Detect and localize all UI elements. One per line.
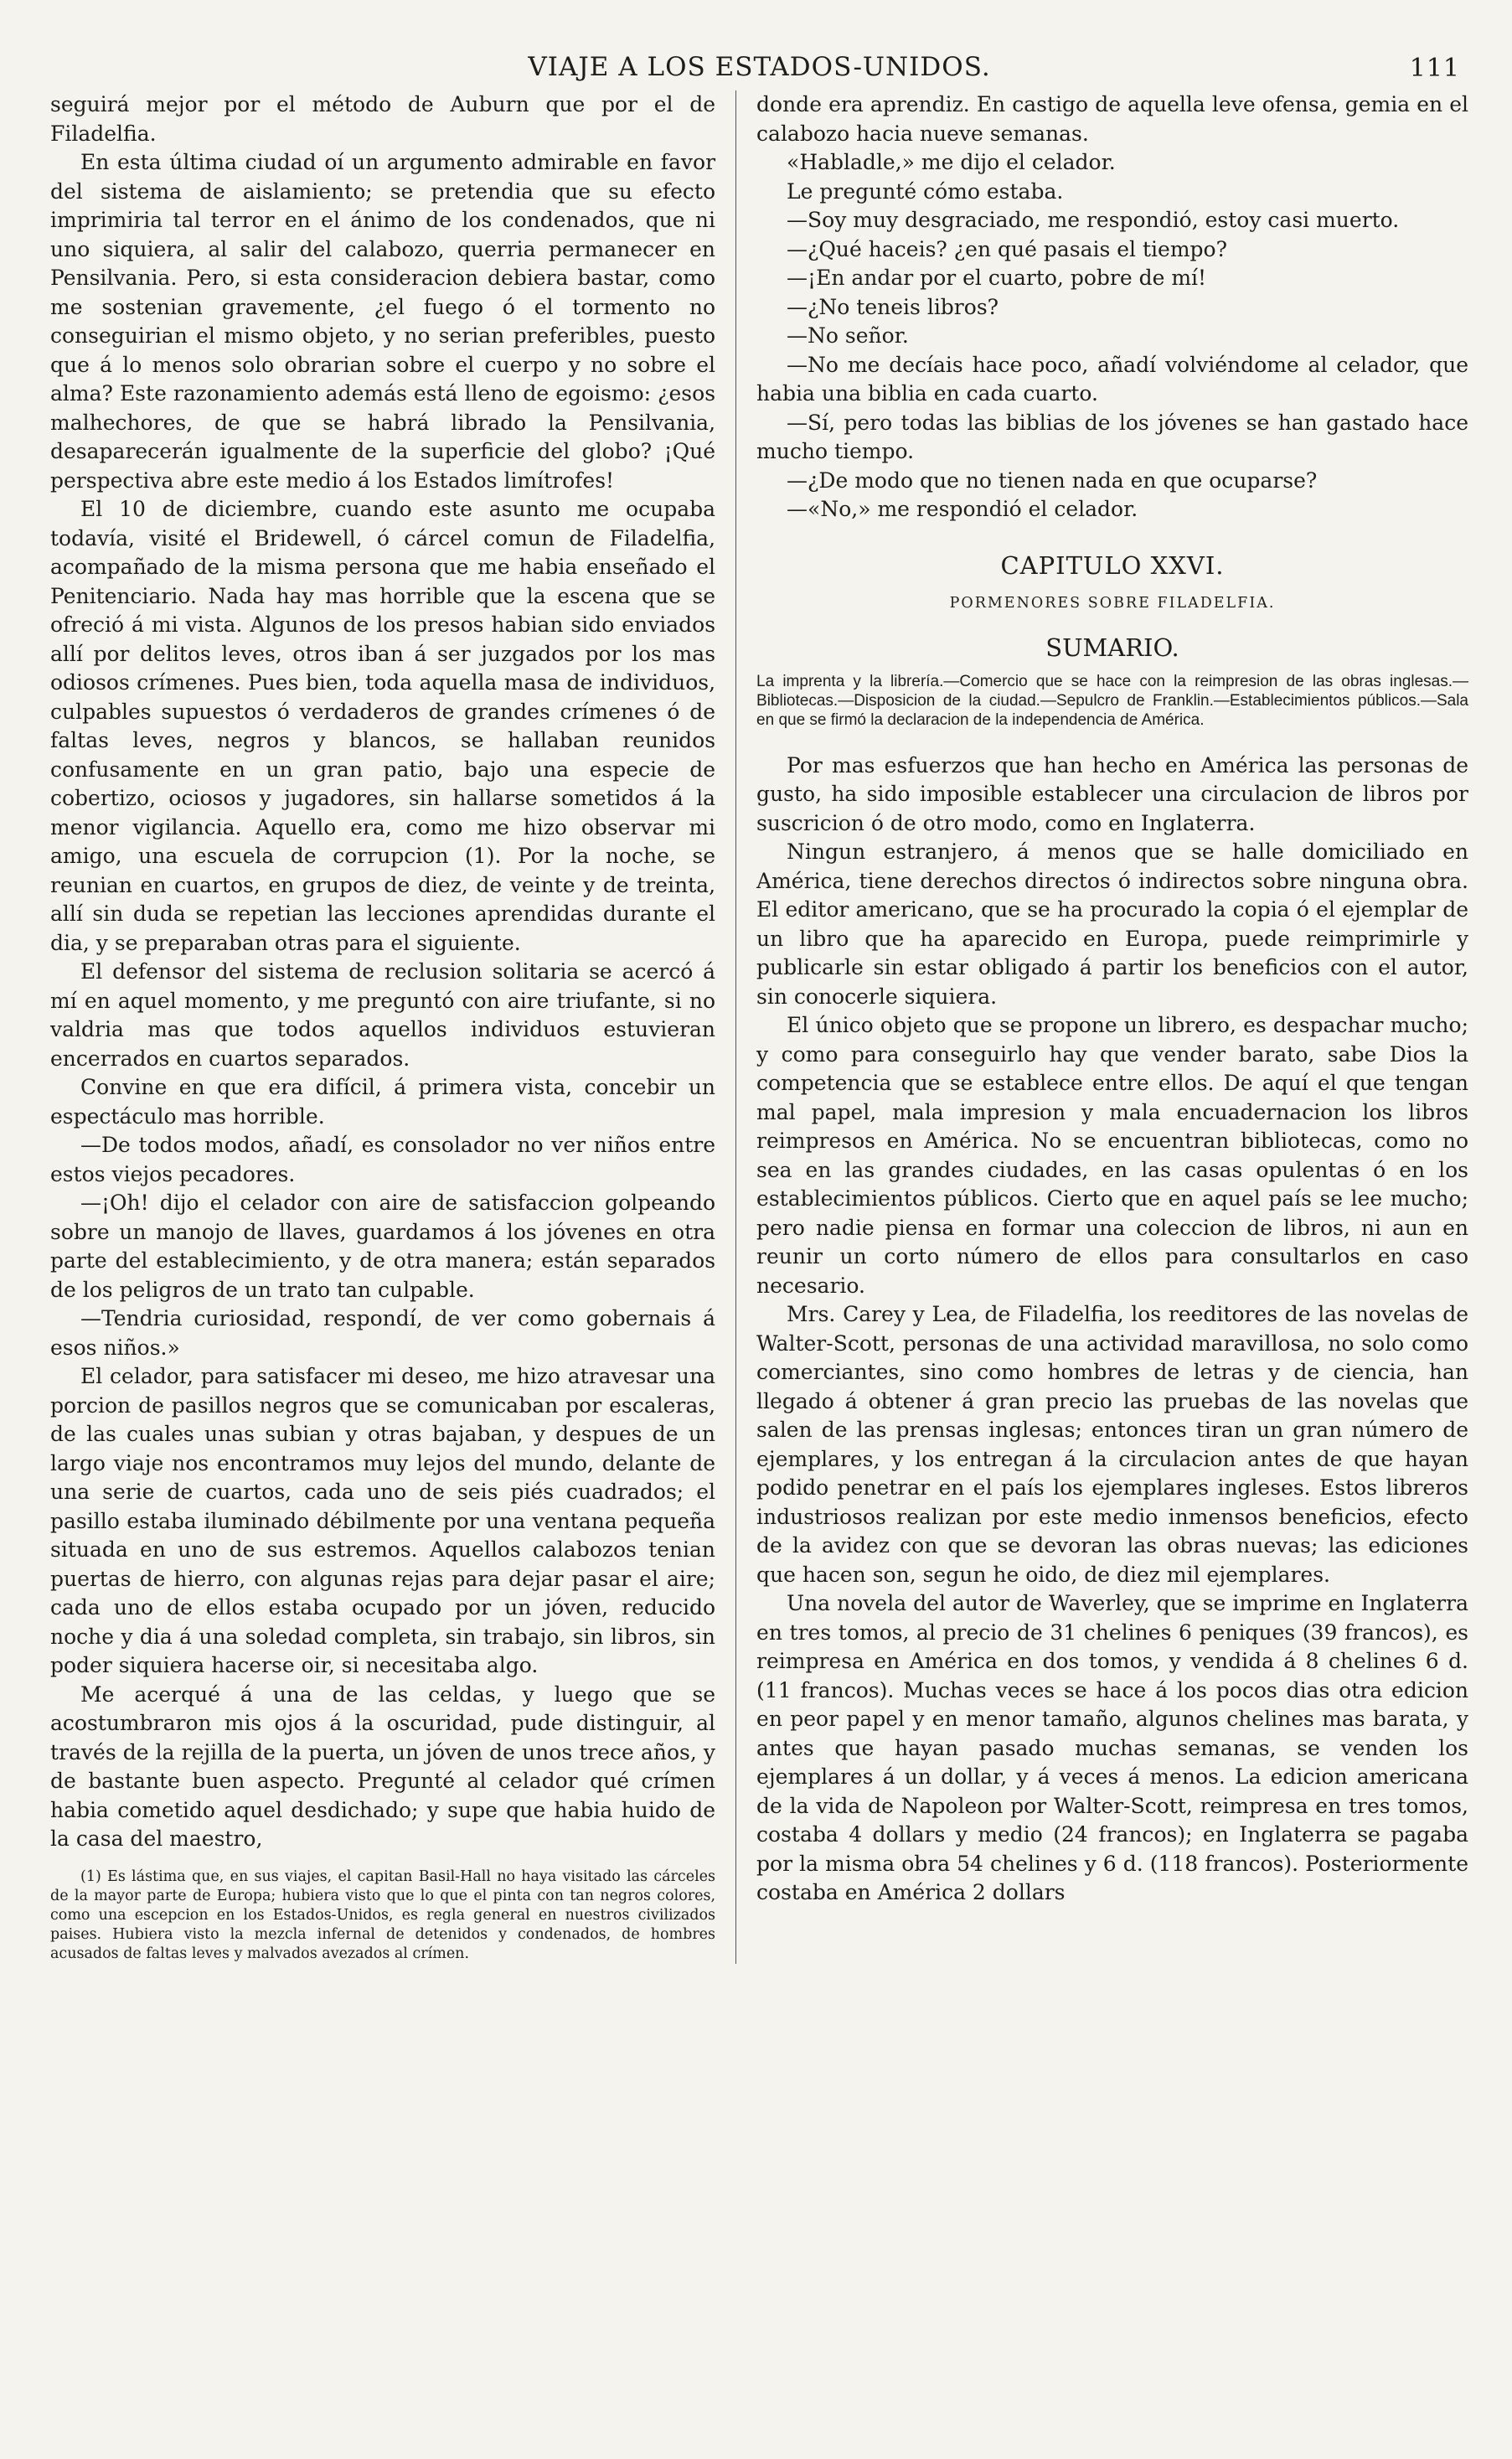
paragraph: —¡Oh! dijo el celador con aire de satisfaccion golpeando sobre un manojo de llaves, guardamos á los jóvenes en otra parte del establecimiento, y de otra manera; están separados de los peligros de un trato tan culpable. (50, 1191, 716, 1302)
paragraph: Una novela del autor de Waverley, que se imprime en Inglaterra en tres tomos, al precio de 31 chelines 6 peniques (39 francos), es reimpresa en América en dos tomos, y vendida á 8 chelines 6 d. (11 francos). Muchas veces se hace á los pocos dias otra edicion en peor papel y en menor tamaño, algunos chelines mas barata, y antes que hayan pasado muchas semanas, se venden los ejemplares á un dollar, y á veces á menos. La edicion americana de la vida de Napoleon por Walter-Scott, reimpresa en tres tomos, costaba 4 dollars y medio (24 francos); en Inglaterra se pagaba por la misma obra 54 chelines y 6 d. (118 francos). Posteriormente costaba en América 2 dollars (756, 1591, 1468, 1904)
running-title: VIAJE A LOS ESTADOS-UNIDOS. (528, 52, 991, 82)
paragraph: —«No,» me respondió el celador. (787, 497, 1138, 521)
paragraph: —¡En andar por el cuarto, pobre de mí! (787, 266, 1207, 290)
summary-text: La imprenta y la librería.—Comercio que se hace con la reimpresion de las obras inglesas.—Bibliotecas.—Disposicion de la ciudad.—Sepulcro de Franklin.—Establecimientos públicos.—Sala en que se firmó la declaracion de la independencia de América. (756, 672, 1468, 729)
paragraph: Ningun estranjero, á menos que se halle domiciliado en América, tiene derechos directos ó indirectos sobre ninguna obra. El editor americano, que se ha procurado la copia ó el ejemplar de un libro que ha aparecido en Europa, puede reimprimirle y publicarle sin estar obligado á partir los beneficios con el autor, sin conocerle siquiera. (756, 839, 1468, 1009)
paragraph: —¿Qué haceis? ¿en qué pasais el tiempo? (787, 236, 1227, 261)
paragraph: —No me decíais hace poco, añadí volviéndome al celador, que habia una biblia en cada cuarto. (756, 352, 1468, 406)
text-columns (50, 90, 1468, 1964)
paragraph: Mrs. Carey y Lea, de Filadelfia, los reeditores de las novelas de Walter-Scott, personas de una actividad maravillosa, no solo como comerciantes, sino como hombres de letras y de ciencia, han llegado á obtener á gran precio las pruebas de las novelas que salen de las prensas inglesas; entonces tiran un gran número de ejemplares, y los entregan á la circulacion antes de que hayan podido penetrar en el país los ejemplares ingleses. Estos libreros industriosos realizan por este medio inmensos beneficios, efecto de la avidez con que se devoran las obras nuevas; las ediciones que hacen son, segun he oido, de diez mil ejemplares. (756, 1302, 1468, 1587)
chapter-title: CAPITULO XXVI. (1000, 550, 1225, 580)
paragraph: Por mas esfuerzos que han hecho en América las personas de gusto, ha sido imposible establecer una circulacion de libros por suscricion ó de otro modo, como en Inglaterra. (756, 752, 1468, 835)
paragraph: —Tendria curiosidad, respondí, de ver como gobernais á esos niños.» (50, 1306, 716, 1360)
summary-text-block (756, 672, 1468, 730)
paragraph: donde era aprendiz. En castigo de aquella leve ofensa, gemia en el calabozo hacia nueve semanas. (756, 92, 1468, 146)
left-column (50, 90, 736, 1964)
paragraph: En esta última ciudad oí un argumento admirable en favor del sistema de aislamiento; se pretendia que su efecto imprimiria tal terror en el ánimo de los condenados, que ni uno siquiera, al salir del calabozo, querria permanecer en Pensilvania. Pero, si esta consideracion debiera bastar, como me sostenian gravemente, ¿el fuego ó el tormento no conseguirian el mismo objeto, y no serian preferibles, puesto que á lo menos solo obrarian sobre el cuerpo y no sobre el alma? Este razonamiento además está lleno de egoismo: ¿esos malhechores, de que se habrá librado la Pensilvania, desaparecerán igualmente de la superficie del globo? ¡Qué perspectiva abre este medio á los Estados limítrofes! (50, 150, 716, 493)
paragraph: —No señor. (787, 323, 909, 348)
paragraph: Le pregunté cómo estaba. (787, 178, 1064, 204)
paragraph: El celador, para satisfacer mi deseo, me hizo atravesar una porcion de pasillos negros que se comunicaban por escaleras, de las cuales unas subian y otras bajaban, y despues de un largo viaje nos encontramos muy lejos del mundo, delante de una serie de cuartos, cada uno de seis piés cuadrados; el pasillo estaba iluminado débilmente por una ventana pequeña situada en uno de sus estremos. Aquellos calabozos tenian puertas de hierro, con algunas rejas para dejar pasar el aire; cada uno de ellos estaba ocupado por un jóven, reducido noche y dia á una soledad completa, sin trabajo, sin libros, sin poder siquiera hacerse oir, si necesitaba algo. (50, 1364, 716, 1677)
paragraph: El único objeto que se propone un librero, es despachar mucho; y como para conseguirlo hay que vender barato, sabe Dios la competencia que se establece entre ellos. De aquí el que tengan mal papel, mala impresion y mala encuadernacion los libros reimpresos en América. No se encuentran bibliotecas, como no sea en las grandes ciudades, en las casas opulentas ó en los establecimientos públicos. Cierto que en aquel país se lee mucho; pero nadie piensa en formar una coleccion de libros, ni aun en reunir un corto número de ellos para consultarlos en caso necesario. (756, 1013, 1468, 1298)
paragraph: —¿No teneis libros? (787, 294, 999, 319)
summary-heading: SUMARIO. (1045, 633, 1179, 662)
footnote-text: (1) Es lástima que, en sus viajes, el capitan Basil-Hall no haya visitado las cárceles de la mayor parte de Europa; hubiera visto que lo que el pinta con tan negros colores, como una escepcion en los Estados-Unidos, es regla general en nuestros civilizados paises. Hubiera visto la mezcla infernal de detenidos y condenados, de hombres acusados de faltas leves y malvados avezados al crímen. (50, 1867, 716, 1962)
paragraph: seguirá mejor por el método de Auburn que por el de Filadelfia. (50, 92, 716, 146)
paragraph: Me acerqué á una de las celdas, y luego que se acostumbraron mis ojos á la oscuridad, pude distinguir, al través de la rejilla de la puerta, un jóven de unos trece años, y de bastante buen aspecto. Pregunté al celador qué crímen habia cometido aquel desdichado; y supe que habia huido de la casa del maestro, (50, 1682, 716, 1851)
chapter-subtitle: PORMENORES SOBRE FILADELFIA. (949, 594, 1276, 612)
paragraph: —Soy muy desgraciado, me respondió, estoy casi muerto. (787, 208, 1400, 232)
footnote (50, 1867, 715, 1964)
paragraph: —Sí, pero todas las biblias de los jóvenes se han gastado hace mucho tiempo. (756, 410, 1468, 463)
page-number: 111 (1409, 54, 1460, 83)
paragraph: El defensor del sistema de reclusion solitaria se acercó á mí en aquel momento, y me preguntó con aire triufante, si no valdria mas que todos aquellos individuos estuvieran encerrados en cuartos separados. (50, 959, 716, 1071)
paragraph: —De todos modos, añadí, es consolador no ver niños entre estos viejos pecadores. (50, 1133, 716, 1186)
paragraph: Convine en que era difícil, á primera vista, concebir un espectáculo mas horrible. (50, 1075, 716, 1129)
running-head (50, 52, 1468, 90)
paragraph: —¿De modo que no tienen nada en que ocuparse? (787, 468, 1318, 493)
paragraph: El 10 de diciembre, cuando este asunto me ocupaba todavía, visité el Bridewell, ó cárcel comun de Filadelfia, acompañado de la misma persona que me habia enseñado el Penitenciario. Nada hay mas horrible que la escena que se ofreció á mi vista. Algunos de los presos habian sido enviados allí por delitos leves, otros iban á ser juzgados por los mas odiosos crímenes. Pues bien, toda aquella masa de individuos, culpables supuestos ó verdaderos de grandes crímenes ó de faltas leves, negros y blancos, se hallaban reunidos confusamente en un gran patio, bajo una especie de cobertizo, ociosos y jugadores, sin hallarse sometidos á la menor vigilancia. Aquello era, como me hizo observar mi amigo, una escuela de corrupcion (1). Por la noche, se reunian en cuartos, en grupos de diez, de veinte y de treinta, allí sin duda se repetian las lecciones aprendidas durante el dia, y se preparaban otras para el siguiente. (50, 497, 716, 955)
right-column (736, 90, 1468, 1908)
paragraph: «Habladle,» me dijo el celador. (787, 150, 1116, 174)
